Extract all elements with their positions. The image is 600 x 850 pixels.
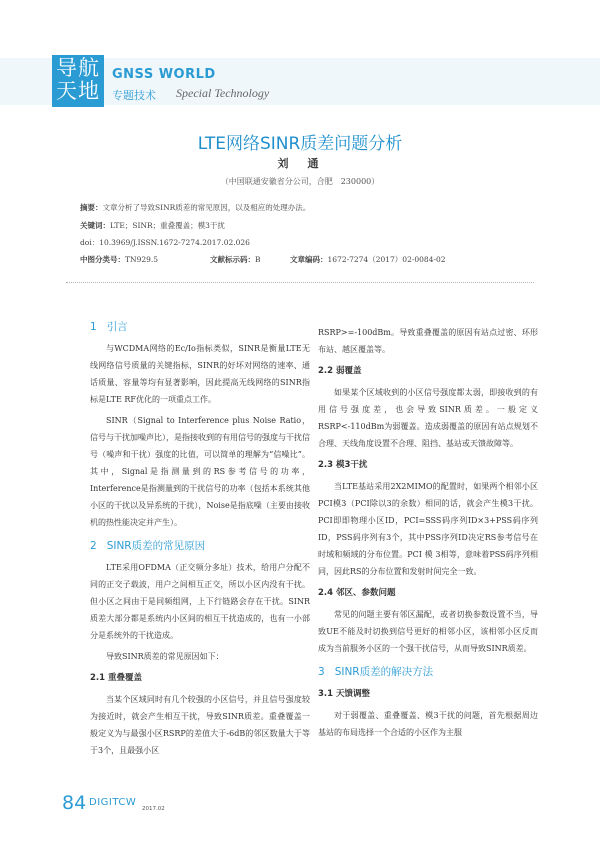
- abstract: [80, 202, 310, 213]
- clc-value: TN929.5: [125, 255, 159, 264]
- brand-line-1: 导航: [56, 56, 100, 80]
- subsection-2-3-heading: 2.3 模3干扰: [318, 460, 368, 470]
- subsection-2-4-heading: 2.4 邻区、参数问题: [318, 588, 396, 598]
- keywords-label: 关键词：: [80, 221, 110, 230]
- section-1-number: 1: [90, 321, 97, 333]
- magazine-name: GNSS WORLD: [112, 67, 216, 82]
- section-name-en: Special Technology: [176, 86, 270, 100]
- clc-field: [80, 255, 158, 264]
- article-no-field: [290, 254, 446, 265]
- section-2-heading: [90, 537, 310, 555]
- section-name-cn: 专题技术: [112, 89, 156, 102]
- paragraph: 对于弱覆盖、重叠覆盖、模3干扰的问题，首先根据周边基站的布局选择一个合适的小区作为主服: [318, 711, 538, 737]
- paragraph: 当LTE基站采用2X2MIMO的配置时，如果两个相邻小区PCI模3（PCI除以3的余数）相同的话，就会产生模3干扰。PCI即即物理小区ID，PCI=SSS码序列ID×3+PSS码序列ID，PSS码序列有3个，其中PSS序列ID决定RS参考信号在时域和频域的分布位置。PCI 模 3相等，意味着PSS码序列相同，因此RS的分布位置和发射时间完全一致。: [318, 482, 538, 576]
- keywords-text: LTE；SINR；重叠覆盖；模3干扰: [110, 221, 225, 230]
- right-column: [318, 324, 538, 741]
- classification-row: [80, 254, 446, 265]
- section-2-number: 2: [90, 540, 97, 552]
- section-3-number: 3: [318, 666, 325, 678]
- article-author: 刘 通: [277, 157, 323, 170]
- paragraph: SINR（Signal to Interference plus Noise Ratio，信号与干扰加噪声比），是指接收到的有用信号的强度与干扰信号（噪声和干扰）强度的比值，可以简单的理解为“信噪比”。其中，Signal是指测量到的RS参考信号的功率，Interference是指测量到的干扰信号的功率（包括本系统其他小区的干扰以及异系统的干扰），Noise是指底噪（主要由接收机的热性能决定并产生）。: [90, 416, 310, 527]
- brand-line-2: 天地: [56, 79, 100, 103]
- article-no-label: 文章编码：: [290, 255, 328, 264]
- paragraph-continued: RSRP>=-100dBm。导致重叠覆盖的原因有站点过密、环形布站、越区覆盖等。: [318, 328, 538, 354]
- doc-code-value: B: [255, 255, 261, 264]
- clc-label: 中图分类号：: [80, 255, 125, 264]
- footer-date: 2017.02: [142, 806, 165, 812]
- subsection-2-1-heading: 2.1 重叠覆盖: [90, 673, 143, 683]
- header-separator: [66, 282, 534, 283]
- left-column: [90, 318, 310, 759]
- paragraph: LTE采用OFDMA（正交频分多址）技术，给用户分配不同的正交子载波，用户之间相互正交，所以小区内没有干扰。但小区之间由于是同频组网，上下行链路会存在干扰。SINR质差大部分都是系统内小区间的相互干扰造成的，也有一小部分是系统外的干扰造成。: [90, 563, 310, 640]
- section-1-heading: [90, 318, 310, 336]
- author-affiliation: （中国联通安徽省分公司，合肥 230000）: [220, 177, 380, 186]
- doc-code-label: 文献标示码：: [210, 255, 255, 264]
- footer-magazine: DIGITCW: [89, 797, 137, 808]
- section-3-title: SINR质差的解决方法: [334, 666, 434, 678]
- subsection-2-2-heading: 2.2 弱覆盖: [318, 366, 362, 376]
- doi: [80, 237, 250, 248]
- section-3-heading: [318, 663, 538, 681]
- section-1-title: 引言: [106, 321, 128, 333]
- doi-label: doi：: [80, 238, 100, 247]
- keywords: [80, 220, 225, 231]
- paragraph: 常见的问题主要有邻区漏配，或者切换参数设置不当，导致UE不能及时切换到信号更好的相邻小区，该相邻小区反而成为当前服务小区的一个强干扰信号，从而导致SINR质差。: [318, 610, 538, 653]
- paragraph: 与WCDMA网络的Ec/Io指标类似，SINR是衡量LTE无线网络信号质量的关键指标，SINR的好坏对网络的速率、通话质量、容量等均有显著影响，因此提高无线网络的SINR指标是LTE RF优化的一项重点工作。: [90, 344, 310, 404]
- paragraph: 导致SINR质差的常见原因如下：: [106, 652, 224, 661]
- page-number: 84: [62, 792, 87, 814]
- paragraph: 如果某个区域收到的小区信号强度都太弱，即接收到的有用信号强度差，也会导致SINR质差。一般定义RSRP<-110dBm为弱覆盖。造成弱覆盖的原因有站点规划不合理、天线角度设置不合理、阻挡、基站或天馈故障等。: [318, 388, 538, 448]
- section-2-title: SINR质差的常见原因: [106, 540, 206, 552]
- abstract-text: 文章分析了导致SINR质差的常见原因，以及相应的处理办法。: [102, 203, 311, 212]
- doc-code-field: [210, 254, 261, 265]
- article-title: LTE网络SINR质差问题分析: [197, 134, 403, 154]
- paragraph: 当某个区域同时有几个较强的小区信号，并且信号强度较为接近时，就会产生相互干扰，导致SINR质差。重叠覆盖一般定义为与最强小区RSRP的差值大于-6dB的邻区数量大于等于3个，且最强小区: [90, 695, 310, 755]
- subsection-3-1-heading: 3.1 天馈调整: [318, 689, 371, 699]
- abstract-label: 摘要：: [80, 203, 103, 212]
- article-no-value: 1672-7274（2017）02-0084-02: [327, 255, 446, 264]
- doi-value: 10.3969/J.ISSN.1672-7274.2017.02.026: [99, 238, 250, 247]
